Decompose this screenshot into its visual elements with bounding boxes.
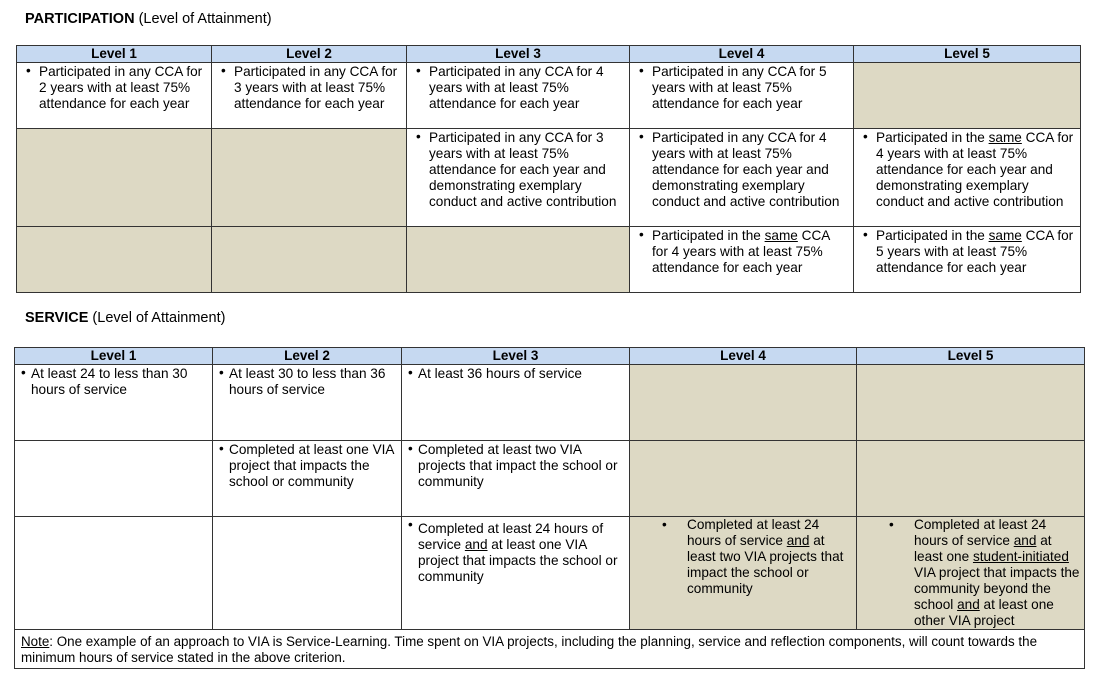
participation-r2-l1-empty bbox=[17, 129, 212, 227]
participation-r1-l5-empty bbox=[854, 63, 1081, 129]
service-header-level-4: Level 4 bbox=[630, 348, 857, 365]
participation-header-level-5: Level 5 bbox=[854, 46, 1081, 63]
participation-header-row bbox=[17, 46, 1081, 63]
service-r3-l3: • Completed at least 24 hours of service and at least one VIA project that impacts the school or community bbox=[402, 517, 630, 630]
service-header-row bbox=[15, 348, 1085, 365]
participation-r3-l3-empty bbox=[407, 227, 630, 293]
service-r2-l4-empty bbox=[630, 441, 857, 517]
participation-r3-l5: • Participated in the same CCA for 5 years with at least 75% attendance for each year bbox=[854, 227, 1081, 293]
service-r1-l5-empty bbox=[857, 365, 1085, 441]
service-r2-l1-empty bbox=[15, 441, 213, 517]
service-r1-l3: • At least 36 hours of service bbox=[402, 365, 630, 441]
note-label: Note bbox=[21, 634, 50, 649]
service-r2-l3: • Completed at least two VIA projects that impact the school or community bbox=[402, 441, 630, 517]
participation-r1-l1: • Participated in any CCA for 2 years with at least 75% attendance for each year bbox=[17, 63, 212, 129]
service-row-1 bbox=[15, 365, 1085, 441]
service-row-3 bbox=[15, 517, 1085, 630]
service-r2-l2: • Completed at least one VIA project that impacts the school or community bbox=[213, 441, 402, 517]
service-title-rest: (Level of Attainment) bbox=[88, 310, 226, 326]
service-title-bold: SERVICE bbox=[25, 310, 89, 326]
service-r1-l2: • At least 30 to less than 36 hours of service bbox=[213, 365, 402, 441]
note-text: : One example of an approach to VIA is Service-Learning. Time spent on VIA projects, including the planning, service and reflection components, will count towards the minimum hours of service stated in the above criterion. bbox=[21, 634, 1038, 665]
participation-row-1 bbox=[17, 63, 1081, 129]
participation-header-level-2: Level 2 bbox=[212, 46, 407, 63]
participation-title-bold: PARTICIPATION bbox=[25, 11, 135, 27]
service-header-level-2: Level 2 bbox=[213, 348, 402, 365]
service-note-row bbox=[15, 630, 1085, 669]
service-r3-l5: • Completed at least 24 hours of service and at least one student-initiated VIA project that impacts the community beyond the school and at least one other VIA project bbox=[857, 517, 1085, 630]
service-r1-l1: • At least 24 to less than 30 hours of service bbox=[15, 365, 213, 441]
participation-r2-l3: • Participated in any CCA for 3 years with at least 75% attendance for each year and demonstrating exemplary conduct and active contribution bbox=[407, 129, 630, 227]
participation-r1-l4: • Participated in any CCA for 5 years with at least 75% attendance for each year bbox=[630, 63, 854, 129]
participation-header-level-1: Level 1 bbox=[17, 46, 212, 63]
service-r3-l4: • Completed at least 24 hours of service and at least two VIA projects that impact the school or community bbox=[630, 517, 857, 630]
participation-r3-l2-empty bbox=[212, 227, 407, 293]
service-r3-l1-empty bbox=[15, 517, 213, 630]
service-header-level-1: Level 1 bbox=[15, 348, 213, 365]
participation-r3-l4: • Participated in the same CCA for 4 years with at least 75% attendance for each year bbox=[630, 227, 854, 293]
service-table bbox=[14, 347, 1085, 669]
participation-r1-l3: • Participated in any CCA for 4 years with at least 75% attendance for each year bbox=[407, 63, 630, 129]
service-r3-l2-empty bbox=[213, 517, 402, 630]
participation-header-level-3: Level 3 bbox=[407, 46, 630, 63]
participation-title bbox=[25, 11, 272, 27]
participation-r2-l4: • Participated in any CCA for 4 years with at least 75% attendance for each year and demonstrating exemplary conduct and active contribution bbox=[630, 129, 854, 227]
participation-table bbox=[16, 45, 1081, 293]
participation-row-2 bbox=[17, 129, 1081, 227]
service-header-level-5: Level 5 bbox=[857, 348, 1085, 365]
participation-r3-l1-empty bbox=[17, 227, 212, 293]
service-row-2 bbox=[15, 441, 1085, 517]
participation-r2-l2-empty bbox=[212, 129, 407, 227]
participation-row-3 bbox=[17, 227, 1081, 293]
service-note bbox=[15, 630, 1085, 669]
participation-r1-l2: • Participated in any CCA for 3 years with at least 75% attendance for each year bbox=[212, 63, 407, 129]
participation-header-level-4: Level 4 bbox=[630, 46, 854, 63]
service-r2-l5-empty bbox=[857, 441, 1085, 517]
participation-title-rest: (Level of Attainment) bbox=[134, 11, 272, 27]
service-title bbox=[25, 310, 225, 326]
service-r1-l4-empty bbox=[630, 365, 857, 441]
service-header-level-3: Level 3 bbox=[402, 348, 630, 365]
participation-r2-l5: • Participated in the same CCA for 4 years with at least 75% attendance for each year and demonstrating exemplary conduct and active contribution bbox=[854, 129, 1081, 227]
